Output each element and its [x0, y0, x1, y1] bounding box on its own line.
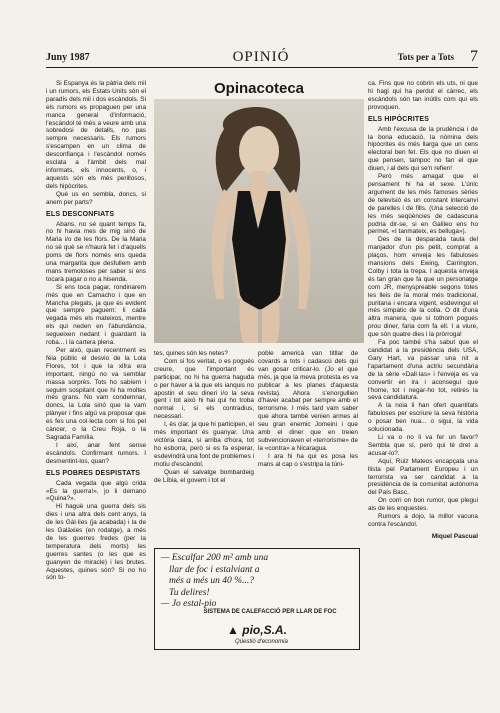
- ad-line: Tu delires!: [169, 587, 210, 598]
- page-number: 7: [470, 48, 478, 65]
- paragraph: Aquí, Ruiz Mateos encapçala una llista pel Parlament Europeu i un terrorista va ser candidat a la presidència de la comunitat autònoma del País Basc.: [368, 457, 478, 497]
- paragraph: Però més amagat que el pensament hi ha el sexe. L'únic argument de les més famoses sèries de televisió és un constant intercanvi de parelles i de fills. (Una selecció de les més seqüències de cadascuna podria dir-se, si en Galileo ens ho permet, «I tanmateix, es belluga»).: [368, 173, 478, 236]
- photo-illustration: [154, 99, 364, 343]
- paragraph: On corri on bon rumor, que plegui als de les enquestes.: [368, 497, 478, 513]
- photo-section-title: Opinacoteca: [213, 80, 305, 97]
- ad-tagline: Qüestió d'economia: [235, 639, 288, 645]
- header-rule: [46, 67, 478, 68]
- ad-line: més a més un 40 %...?: [169, 576, 254, 586]
- flame-icon: ▲: [227, 623, 239, 637]
- paragraph: Per això, quan recentment es féia públic el desvio de la Lola Flores, tot i que la xifra era important, ningú no va semblar massa sorprès. Tots ho sabíem i seguim sospitant que hi ha moltes més grans. No vam condemnar, doncs, la Lola sinó que la vam plànyer i fins algú va proposar que es fes una col·lecta com si fos pel càncer, o la Creu Roja, o la Sagrada Família.: [46, 347, 146, 441]
- paragraph: tes, quines són les netes?: [154, 350, 228, 357]
- paragraph: Quan el salvatge bombardeig de Líbia, el govern i tot el: [154, 468, 254, 484]
- subheading-hipocrites: ELS HIPÒCRITES: [368, 115, 430, 123]
- publication-name: Tots per a Tots: [397, 52, 454, 62]
- paragraph: Cada vegada que algú crida «Es la guerra!», jo li demano «Quina?».: [46, 479, 146, 503]
- paragraph: Rumors a dojo, la millor vacuna contra l'escàndol.: [368, 513, 478, 528]
- ad-line: — Escalfar 200 m² amb una: [161, 553, 269, 563]
- ad-line: — Jo estal-pio: [161, 599, 217, 609]
- page-header: [46, 50, 478, 68]
- paragraph: Com si fos veritat, o es pogués creure, que l'important és participar, no hi ha guerra haguda o per haver a la que els ianquis no apostin el seu dineri i/o la seva gent i tot això hi hai qui ho troba normal i, si els contradius, necessari.: [154, 357, 254, 421]
- article-column-2b: [258, 350, 358, 540]
- paragraph: I així, anar fent sense escàndols. Confirmant rumors. I desmentint-los, quan?: [46, 441, 146, 465]
- paragraph: Abans, no sé quant temps fa, no hi havia mes de mig sinó de Maria i/o de les flors. De la Maria no sé què se n'haurà fet i d'aquells poms de flors només ens queda una margarita que desfullem amb mans tremoloses per saber si ens tocarà pagar o no a hisenda.: [46, 220, 146, 283]
- paragraph: Li va o no li va fer un favor? Sembla que sí, però qui té dret a acusar-lo?.: [368, 433, 478, 457]
- article-column-2a: [154, 350, 254, 540]
- ad-line: llar de foc i estalviant a: [169, 564, 260, 575]
- paragraph: I, és clar, ja que hi participen, el més important és guanyar. Una victòria clara, si arriba d'hora, tot ho esborra, però si es fa esperar, esdevindrà una font de problemes i motiu d'escàndol.: [154, 421, 254, 468]
- paragraph: I ara hi ha qui es posa les mans al cap o s'estripa la túni-: [258, 452, 358, 468]
- subheading-desconfiats: ELS DESCONFIATS: [46, 210, 115, 218]
- paragraph: Fa poc també s'ha sabut que el candidat a la presidència dels USA, Gary Hart, va passar una nit a l'apartament d'una actriu secundària de la sèrie «Dall·las» i l'enveja es va convertir en ira i aconseguí que l'home, tot i negar-ho tot, retirés la seva candidatura.: [368, 339, 478, 402]
- paragraph: Què us en sembla, doncs, si anem per parts?: [46, 190, 146, 206]
- ad-logo: [227, 623, 287, 637]
- paragraph: Des de la desparada taula del manjador d'un pis petit, comprat a plaços, hom enveja les fabuloses mansions dels Ewing, Carrington, Colby i tota la trepa. I aquesta enveja és tan gran que fa que un personatge com JR, menyspreable segons totes les lleis de la moral més tradicional, puritana i encara vigent, esdevingui el més simpàtic de la colla. O dit d'una altra manera, que si tothom pogués prou diner, faria com fa ell. I a viure, que són quatre dies i la pròrroga!: [368, 236, 478, 339]
- section-title: OPINIÓ: [232, 49, 290, 65]
- subheading-despistats: ELS POBRES DESPISTATS: [46, 469, 141, 477]
- issue-date: Juny 1987: [46, 52, 90, 63]
- article-column-3: [368, 80, 478, 648]
- paragraph: ca. Fins que no cobrin els uts, ni que hi hagi qui ha perdut el càrrec, els escàndols són tan inútils com qui els provoquen.: [368, 80, 478, 111]
- author-signature: Miquel Pascual: [431, 532, 478, 540]
- paragraph: Si ens toca pagar, rondinarem més que en Camacho i que en Mancha plegats, ja que és evident que sempre paguem: li cada vegada més els mateixos, mentre els qui neden en l'abundància, segueixen nedant i guardant la roba... i la cartera plena.: [46, 283, 146, 347]
- paragraph: poble americà van titllar de covards a tots i cadascú dels qui van gosar criticar-lo. (Jo el que més, ja que la meva protesta es va publicar a les planes d'aquesta revista). Ahora s'enorgullien d'haver acabat per sempre amb el terrorisme. I més tard vam saber que ahora també venien armes al seu gran enemic Jomeini i que amb el diner que en treien subvencionaven el «terrorisme» de la «contra» a Nicaragua.: [258, 350, 358, 452]
- paragraph: Amb l'excusa de la prudència i de la bona educació, la nòmina dels hipòcrites és més llarga que un cens electoral ben fet. Els que no diuen el que pensen, tampoc no fan el que diuen, i al dels qui se'n refien!: [368, 125, 478, 173]
- paragraph: Si Espanya és la pàtria dels mil i un rumors, els Estats Units són el paradís dels mil i dos escàndols. Si els rumors es propaguen per una manca general d'informació, l'escàndol té més a veure amb una sobredosi de detalls, no pas sempre necessaris. Els rumors s'escampen en un clima de desconfiança i l'escàndol només esclata a l'àmbit dels mal informats, els innocents, o, i aquests són els més perillosos, dels hipòcrites.: [46, 80, 146, 190]
- paragraph: A la noia li han ofert quantitats fabuloses per escriure la seva història o posar ben nua... o sigui, la vida solucionada.: [368, 402, 478, 434]
- heating-advertisement: [154, 548, 360, 650]
- article-column-1: [46, 80, 146, 648]
- paragraph: Hi haguè una guerra dels sis dies i una altra dels cent anys, la de les Gàl·lies (ja acabada) i la de les Galàxies (en rodatge), a més de les guerres fredes (per la temperatura dels morts) les guerres santes (o les que es guanyen de miracle) i les brutes. Aquestes, quines són? Si no ho són to-: [46, 503, 146, 582]
- ad-system-label: SISTEMA DE CALEFACCIÓ PER LLAR DE FOC: [203, 609, 337, 615]
- ad-slogan: [161, 553, 351, 611]
- photo-swimsuit-model: [154, 99, 364, 343]
- ad-logo-text: pio,S.A.: [242, 623, 287, 637]
